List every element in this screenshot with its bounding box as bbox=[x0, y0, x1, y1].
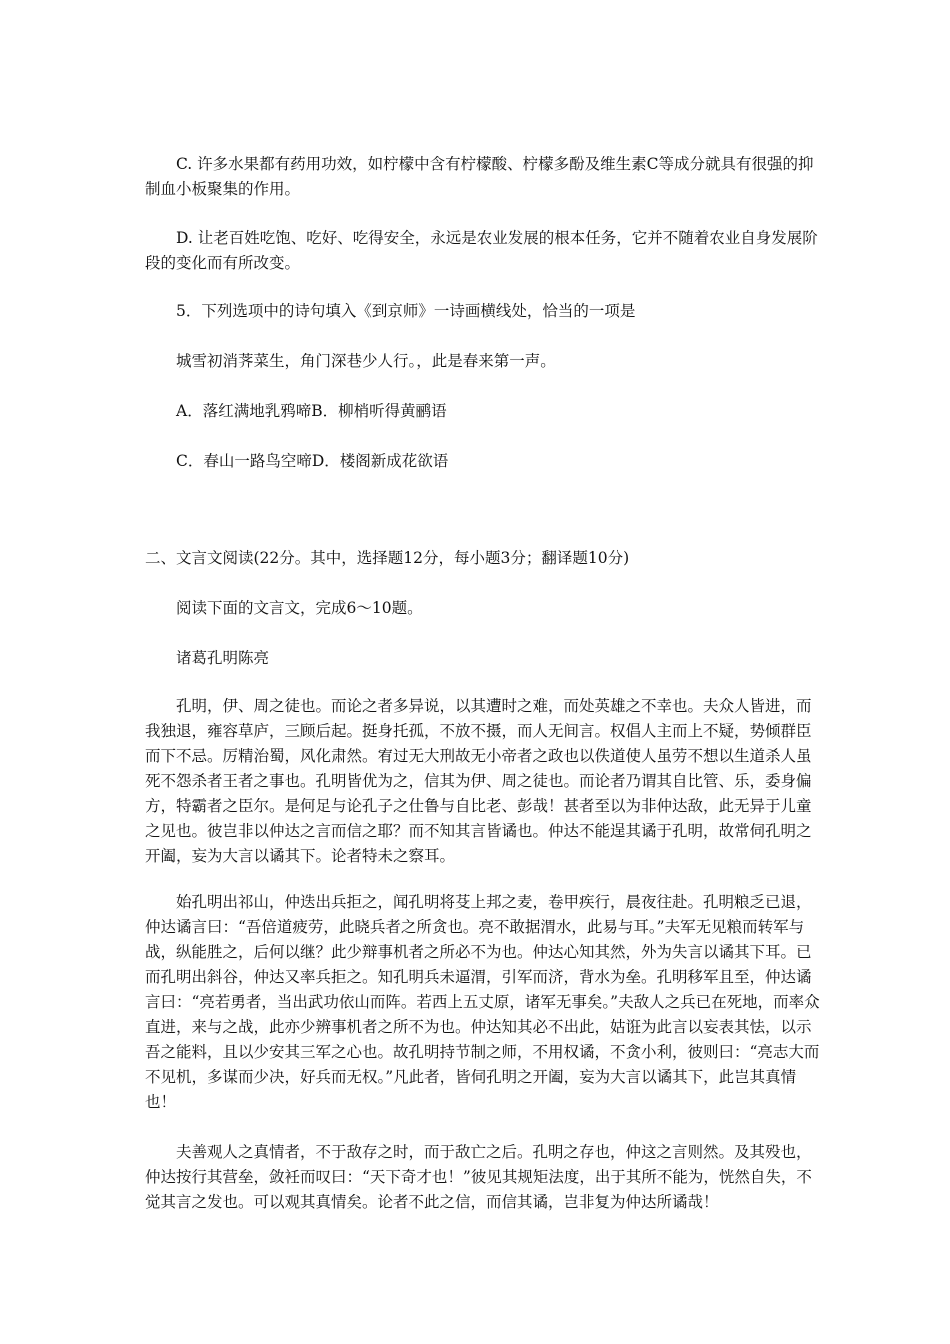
q5-stem: 5．下列选项中的诗句填入《到京师》一诗画横线处，恰当的一项是 bbox=[176, 302, 636, 320]
q4-option-c: C. 许多水果都有药用功效，如柠檬中含有柠檬酸、柠檬多酚及维生素C等成分就具有很强的抑制血小板聚集的作用。 bbox=[145, 155, 814, 198]
passage-paragraph-1: 孔明，伊、周之徒也。而论之者多异说，以其遭时之难，而处英雄之不幸也。夫众人皆进，而我独退，雍容草庐，三顾后起。挺身托孤，不放不摄，而人无间言。权倡人主而上不疑，势倾群臣而下不忌。厉精治蜀，风化肃然。宥过无大刑故无小帝者之政也以佚道使人虽劳不想以生道杀人虽死不怨杀者王者之事也。孔明皆优为之，信其为伊、周之徒也。而论者乃谓其自比管、乐，委身偏方，特霸者之臣尔。是何足与论孔子之仕鲁与自比老、彭哉！甚者至以为非仲达敌，此无异于儿童之见也。彼岂非以仲达之言而信之耶？而不知其言皆谲也。仲达不能逞其谲于孔明，故常伺孔明之开阖，妄为大言以谲其下。论者特未之察耳。 bbox=[145, 697, 812, 865]
q5-options-cd: C．春山一路鸟空啼D．楼阁新成花欲语 bbox=[176, 452, 449, 470]
passage-title: 诸葛孔明陈亮 bbox=[176, 649, 270, 667]
q4-option-d: D. 让老百姓吃饱、吃好、吃得安全，永远是农业发展的根本任务，它并不随着农业自身发展阶段的变化而有所改变。 bbox=[145, 229, 818, 272]
passage-paragraph-2: 始孔明出祁山，仲迭出兵拒之，闻孔明将芟上邦之麦，卷甲疾行，晨夜往赴。孔明粮乏已退，仲达谲言曰：“吾倍道疲劳，此晓兵者之所贪也。亮不敢据渭水，此易与耳。”夫军无见粮而转军与战，纵能胜之，后何以继？此少辩事机者之所必不为也。仲达心知其然，外为失言以谲其下耳。已而孔明出斜谷，仲达又率兵拒之。知孔明兵未逼渭，引军而济，背水为垒。孔明移军且至，仲达谲言曰：“亮若勇者，当出武功依山而阵。若西上五丈原，诸军无事矣。”夫敌人之兵已在死地，而率众直进，来与之战，此亦少辨事机者之所不为也。仲达知其必不出此，姑诳为此言以妄表其怯，以示吾之能料，且以少安其三军之心也。故孔明持节制之师，不用权谲，不贪小利，彼则曰：“亮志大而不见机，多谋而少决，好兵而无权。”凡此者，皆伺孔明之开阖，妄为大言以谲其下，此岂其真情也！ bbox=[145, 893, 820, 1111]
passage-paragraph-3: 夫善观人之真情者，不于敌存之时，而于敌亡之后。孔明之存也，仲这之言则然。及其殁也，仲达按行其营垒，敛衽而叹曰：“天下奇才也！”彼见其规矩法度，出于其所不能为，恍然自失，不觉其言之发也。可以观其真情矣。论者不此之信，而信其谲，岂非复为仲达所谲哉！ bbox=[145, 1143, 812, 1211]
q5-options-ab: A．落红满地乳鸦啼B．柳梢听得黄鹂语 bbox=[176, 402, 447, 420]
reading-instruction: 阅读下面的文言文，完成6～10题。 bbox=[176, 599, 423, 617]
q5-poem: 城雪初消荠菜生，角门深巷少人行。，此是春来第一声。 bbox=[176, 352, 556, 370]
section-heading: 二、文言文阅读(22分。其中，选择题12分，每小题3分；翻译题10分) bbox=[145, 549, 630, 567]
